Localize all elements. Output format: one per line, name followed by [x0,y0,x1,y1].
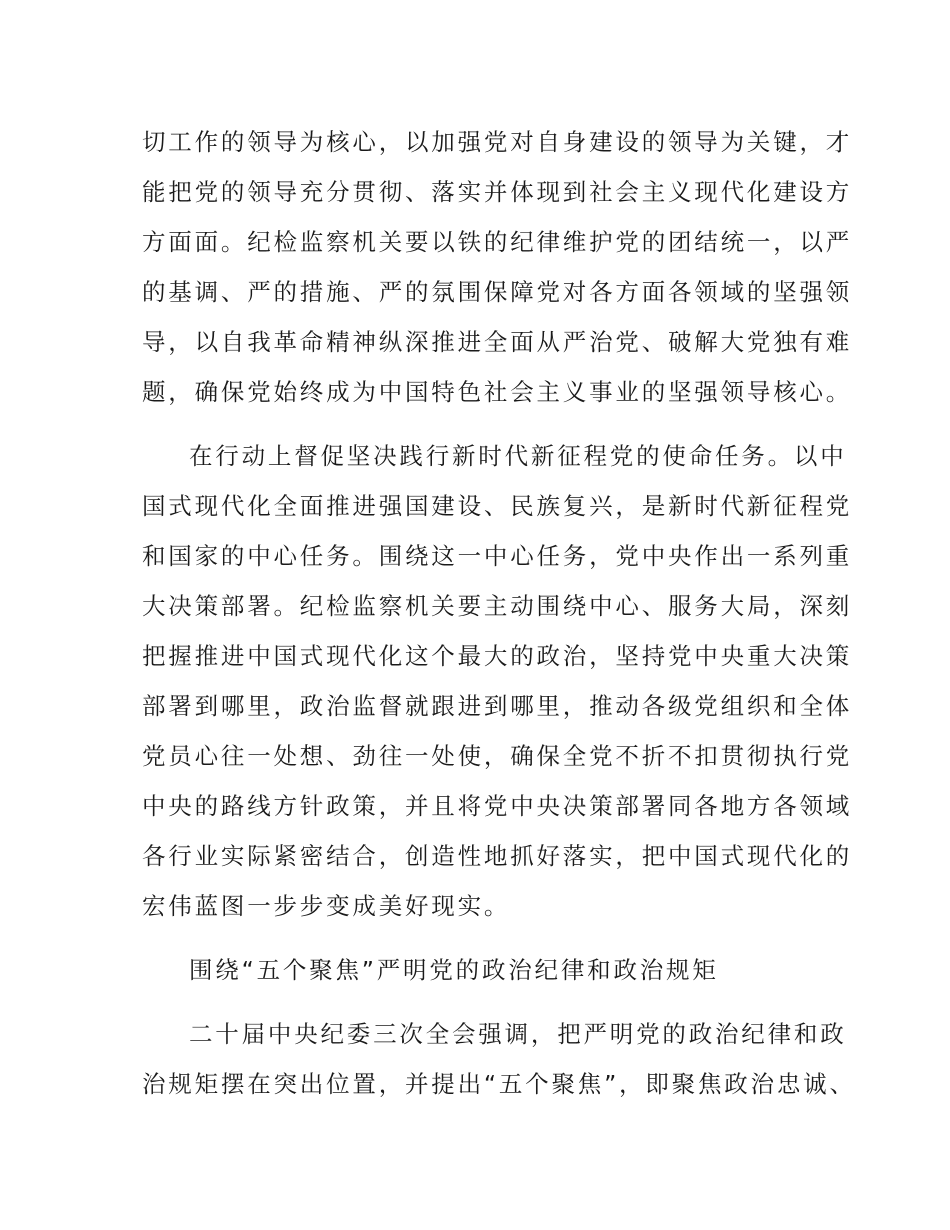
paragraph-1-line-5: 导，以自我革命精神纵深推进全面从严治党、破解大党独有难 [142,328,853,356]
paragraph-2-line-6: 部署到哪里，政治监督就跟进到哪里，推动各级党组织和全体 [142,692,853,720]
section-heading: 围绕“五个聚焦”严明党的政治纪律和政治规矩 [189,956,719,984]
paragraph-1-line-6: 题，确保党始终成为中国特色社会主义事业的坚强领导核心。 [142,378,853,406]
paragraph-2-line-3: 和国家的中心任务。围绕这一中心任务，党中央作出一系列重 [142,542,853,570]
paragraph-3-line-2: 治规矩摆在突出位置，并提出“五个聚焦”，即聚焦政治忠诚、 [142,1070,856,1098]
paragraph-2-line-2: 国式现代化全面推进强国建设、民族复兴，是新时代新征程党 [142,492,853,520]
paragraph-2-line-7: 党员心往一处想、劲往一处使，确保全党不折不扣贯彻执行党 [142,742,853,770]
paragraph-2-line-5: 把握推进中国式现代化这个最大的政治，坚持党中央重大决策 [142,642,853,670]
paragraph-1-line-1: 切工作的领导为核心，以加强党对自身建设的领导为关键，才 [142,128,853,156]
paragraph-1-line-3: 方面面。纪检监察机关要以铁的纪律维护党的团结统一，以严 [142,228,853,256]
paragraph-2-line-1: 在行动上督促坚决践行新时代新征程党的使命任务。以中 [189,442,847,470]
paragraph-2-line-8: 中央的路线方针政策，并且将党中央决策部署同各地方各领域 [142,792,853,820]
paragraph-2-line-9: 各行业实际紧密结合，创造性地抓好落实，把中国式现代化的 [142,842,853,870]
paragraph-1-line-2: 能把党的领导充分贯彻、落实并体现到社会主义现代化建设方 [142,178,853,206]
paragraph-3-line-1: 二十届中央纪委三次全会强调，把严明党的政治纪律和政 [189,1020,847,1048]
paragraph-2-line-4: 大决策部署。纪检监察机关要主动围绕中心、服务大局，深刻 [142,592,853,620]
paragraph-1-line-4: 的基调、严的措施、严的氛围保障党对各方面各领域的坚强领 [142,278,853,306]
paragraph-2-line-10: 宏伟蓝图一步步变成美好现实。 [142,892,511,920]
